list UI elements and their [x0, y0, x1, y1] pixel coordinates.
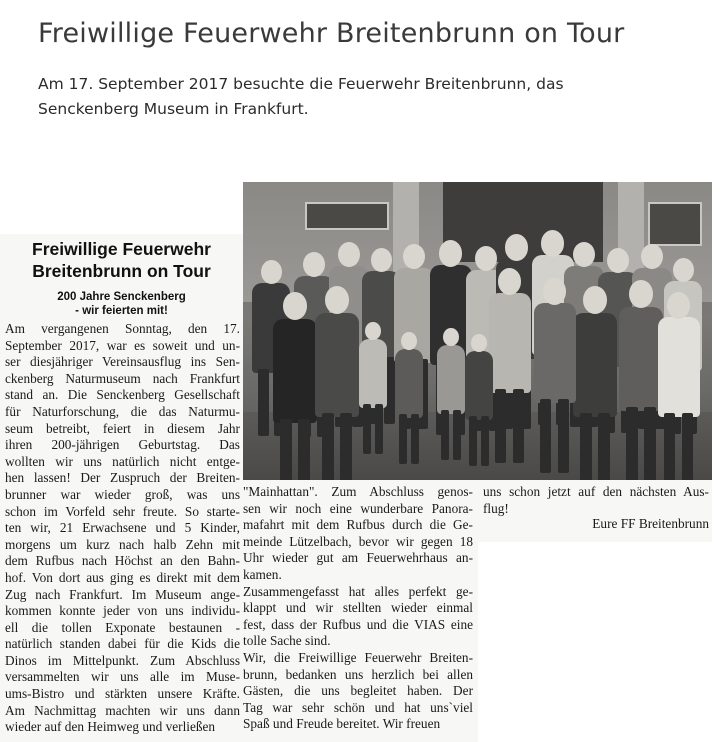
text-line: Am vergangenen Sonntag, den 17. [5, 321, 240, 336]
text-line: flug! [483, 500, 509, 516]
article-signature: Eure FF Breitenbrunn [592, 516, 709, 531]
article-column-3 [483, 484, 709, 517]
text-line: dem Rufbus nach Höchst an den Bahn- [5, 553, 240, 569]
group-photo [243, 182, 712, 480]
text-line: Tag war sehr schön und hat uns`viel [243, 699, 473, 715]
museum-sign [305, 202, 389, 230]
text-line: ten wir, 21 Erwachsene und 5 Kinder, [5, 520, 240, 536]
text-line: versammelten wir uns alle im Muse- [5, 669, 240, 685]
text-line: ckenberg Naturmuseum nach Frankfurt [5, 370, 240, 386]
text-line: Gästen, die uns begleitet haben. Der [243, 683, 473, 699]
text-line: wieder auf den Heimweg und verließen [5, 719, 216, 735]
intro-line: Senckenberg Museum in Frankfurt. [38, 100, 309, 118]
text-line: Zusammengefasst hat alles perfekt ge- [243, 583, 473, 599]
text-line: Zug nach Frankfurt. Im Museum ange- [5, 586, 240, 602]
text-line: Am Nachmittag machten wir uns dann [5, 702, 240, 718]
text-line: hen lassen! Der Zuspruch der Breiten- [5, 470, 240, 486]
article-headline [0, 238, 243, 282]
page-heading: Freiwillige Feuerwehr Breitenbrunn on Tour [38, 18, 625, 49]
text-line: uns schon jetzt auf den nächsten Aus- [483, 484, 709, 499]
headline-line: Freiwillige Feuerwehr [32, 239, 211, 259]
text-line: mafahrt mit dem Rufbus durch die Ge- [243, 517, 473, 533]
text-line: schon im Vorfeld sehr freute. So starte- [5, 503, 240, 519]
text-line: meinde Lützelbach, bevor wir gegen 18 [243, 533, 473, 549]
text-line: kamen. [243, 566, 282, 582]
text-line: brunn, bedanken uns herzlich bei allen [243, 666, 473, 682]
intro-line: Am 17. September 2017 besuchte die Feuerwehr Breitenbrunn, das [38, 75, 564, 93]
text-line: natürlich standen dabei für die Kids die [5, 636, 240, 652]
text-line: ser diesjähriger Vereinsausflug ins Sen- [5, 354, 240, 370]
text-line: tolle Sache sind. [243, 633, 331, 649]
text-line: Spaß und Freude bereitet. Wir freuen [243, 716, 441, 732]
text-line: brunner war wieder groß, was uns [5, 486, 240, 502]
text-line: ihren 200-jährigen Geburtstag. Das [5, 437, 240, 453]
article-subhead [0, 290, 243, 318]
page-intro [38, 72, 698, 122]
text-line: wollten wir uns natürlich nicht entge- [5, 453, 240, 469]
text-line: "Mainhattan". Zum Abschluss genos- [243, 484, 473, 499]
text-line: klappt und wir stellten wieder einmal [243, 600, 473, 616]
text-line: September 2017, war es soweit und un- [5, 337, 240, 353]
article-column-2 [243, 484, 473, 733]
text-line: sen wir noch eine wunderbare Panora- [243, 500, 473, 516]
text-line: Uhr wieder gut am Feuerwehrhaus an- [243, 550, 473, 566]
text-line: Dinos im Mittelpunkt. Zum Abschluss [5, 652, 240, 668]
text-line: morgens um kurz nach halb Zehn mit [5, 536, 240, 552]
museum-sign [648, 202, 702, 246]
text-line: kommen konnte jeder von uns individu- [5, 603, 240, 619]
article-column-1 [5, 321, 240, 736]
subhead-line: 200 Jahre Senckenberg [57, 291, 186, 303]
text-line: fest, dass der Rufbus und die VIAS eine [243, 616, 473, 632]
headline-line: Breitenbrunn on Tour [32, 261, 211, 281]
text-line: hof. Von dort aus ging es direkt mit dem [5, 569, 240, 585]
text-line: ums-Bistro und stärkten unsere Kräfte. [5, 686, 240, 702]
text-line: stand an. Die Senckenberg Gesellschaft [5, 387, 240, 403]
text-line: für Naturforschung, die das Naturmu- [5, 403, 240, 419]
text-line: Wir, die Freiwillige Feuerwehr Breiten- [243, 649, 473, 665]
text-line: seum betreibt, feiert in diesem Jahr [5, 420, 240, 436]
subhead-line: - wir feierten mit! [75, 305, 168, 317]
text-line: ell die tollen Exponate bestaunen - [5, 619, 240, 635]
